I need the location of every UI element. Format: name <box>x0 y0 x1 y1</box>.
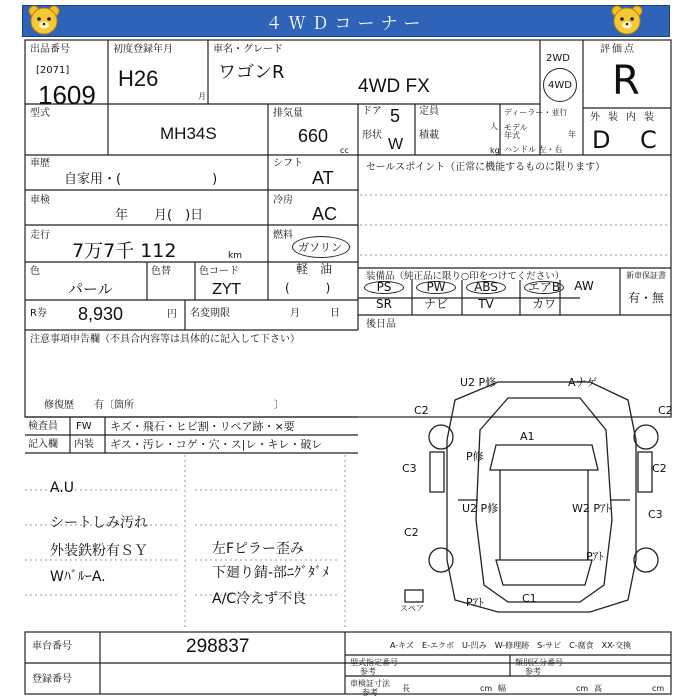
damage-annotation: Pｱﾄ <box>466 596 484 609</box>
interior-check-label: 内装 <box>74 439 94 450</box>
fuel-gas-circle <box>292 236 350 258</box>
equipment-item: ABS <box>466 281 506 294</box>
first-registration-value: H26 <box>118 66 159 91</box>
doors-value: 5 <box>390 106 401 126</box>
selling-point-label: セールスポイント（正常に機能するものに限ります） <box>366 162 606 173</box>
chassis-label: 車台番号 <box>32 641 72 652</box>
capacity-label: 定員 <box>419 106 439 117</box>
damage-annotation: C1 <box>522 592 537 605</box>
shape-value: W <box>388 136 404 153</box>
equipment-item: AW <box>574 279 594 293</box>
load-unit: kg <box>490 146 500 155</box>
color-code-label: 色コード <box>199 266 239 277</box>
warranty-label: 新車保証書 <box>626 271 666 280</box>
damage-annotation: C2 <box>404 526 419 539</box>
score-label: 評価点 <box>600 44 636 55</box>
entry-label: 記入欄 <box>28 439 58 450</box>
spare-caption: スペア <box>400 604 424 613</box>
dimensions-ref: 参考 <box>362 688 378 697</box>
equipment-item: TV <box>478 297 494 311</box>
chassis-value: 298837 <box>186 636 250 657</box>
height-unit: cm <box>652 684 665 693</box>
fw-label: FW <box>76 421 92 432</box>
damage-annotation: P修 <box>466 450 484 463</box>
history-label: 車歴 <box>30 158 50 169</box>
damage-annotation: Aナゲ <box>568 376 598 389</box>
model-label: 型式 <box>30 108 50 119</box>
load-label: 積載 <box>419 130 439 141</box>
damage-annotation: Pｱﾄ <box>586 550 604 563</box>
equipment-item: カワ <box>531 297 556 311</box>
score-value: R <box>612 58 640 104</box>
equipment-item: PS <box>364 281 404 294</box>
damage-annotation: U2 P修 <box>460 376 497 389</box>
inspector-label: 検査員 <box>28 421 58 432</box>
handwritten-note: 下廻り錆-部ﾆｸﾞﾀﾞﾒ <box>212 565 330 581</box>
mileage-unit: km <box>228 251 242 261</box>
width-label: 幅 <box>498 684 506 693</box>
recycle-label: R券 <box>30 308 47 319</box>
equipment-label: 装備品（純正品に限り○印をつけてください） <box>366 271 565 282</box>
model-year-unit: 年 <box>568 130 576 139</box>
inspection-label: 車検 <box>30 195 50 206</box>
length-label: 長 <box>402 684 410 693</box>
recycle-value: 8,930 <box>78 304 124 324</box>
doors-label: ドア <box>362 106 382 117</box>
notes-label: 注意事項申告欄（不具合内容等は具体的に記入して下さい） <box>30 334 300 345</box>
height-label: 高 <box>594 684 602 693</box>
class-number-label: 類別区分番号 <box>515 658 563 667</box>
damage-annotation: U2 P修 <box>462 502 499 515</box>
car-name-label: 車名・グレード <box>213 44 283 55</box>
lot-number: 1609 <box>38 80 96 110</box>
repair-history: 修復歴 有〔箇所 〕 <box>44 400 284 411</box>
interior-check-items: ギス・汚レ・コゲ・穴・ス|レ・キレ・破レ <box>110 438 323 451</box>
after-sale-label: 後日品 <box>366 319 396 330</box>
first-registration-month: 月 <box>198 92 206 101</box>
length-unit: cm <box>480 684 493 693</box>
handwritten-note: 左Fピラー歪み <box>212 541 305 557</box>
lot-number-label: 出品番号 <box>30 44 70 55</box>
bear-mascot-left-icon <box>27 4 61 36</box>
interior-score: C <box>640 126 657 154</box>
shape-label: 形状 <box>362 130 382 141</box>
class-number-ref: 参考 <box>525 667 541 676</box>
aircon-value: AC <box>312 204 338 224</box>
exterior-score: D <box>592 126 611 154</box>
equipment-item: ナビ <box>423 297 448 311</box>
registration-label: 登録番号 <box>32 674 72 685</box>
fuel-gas: ガソリン <box>298 241 342 254</box>
dealer-label: ディーラー・並行 <box>504 108 568 117</box>
color-label: 色 <box>30 266 40 277</box>
shift-value: AT <box>312 168 334 188</box>
mileage-label: 走行 <box>30 230 50 241</box>
color-code-value: ZYT <box>212 280 241 298</box>
handwritten-note: WﾊﾞﾙｰA. <box>50 569 106 585</box>
warranty-value: 有・無 <box>628 291 665 305</box>
drive-4wd-value: 4WD <box>548 79 572 91</box>
car-name: ワゴンR <box>218 62 285 83</box>
lot-sub-number: [2071] <box>36 65 70 76</box>
damage-annotation: A1 <box>520 430 535 443</box>
dimensions-label: 車検証寸法 <box>350 679 390 688</box>
equipment-item: エアB <box>524 281 564 294</box>
drive-4wd-circle <box>543 68 577 102</box>
damage-legend: A-キズ E-エクボ U-凹み W-修理跡 S-サビ C-腐食 XX-交換 <box>390 641 632 650</box>
displacement-label: 排気量 <box>273 108 303 119</box>
handwritten-note: 外装鉄粉有ＳＹ <box>50 543 148 559</box>
damage-annotation: C2 <box>658 404 673 417</box>
aircon-label: 冷房 <box>273 195 293 206</box>
type-designation-label: 型式指定番号 <box>350 658 398 667</box>
recycle-unit: 円 <box>167 309 177 320</box>
fuel-label: 燃料 <box>273 230 293 241</box>
handwritten-note: シートしみ汚れ <box>50 515 148 531</box>
equipment-item: PW <box>416 281 456 294</box>
name-change-value: 月 日 <box>290 308 340 319</box>
model-year-label: モデル年式 <box>504 123 528 140</box>
handwritten-note: A.U <box>50 480 75 496</box>
shift-label: シフト <box>273 158 303 169</box>
color-value: パール <box>68 280 113 298</box>
damage-annotation: C2 <box>414 404 429 417</box>
fuel-diesel: 軽 油 <box>296 262 333 276</box>
inspection-value: 年 月( )日 <box>115 208 204 223</box>
damage-annotation: C3 <box>402 462 417 475</box>
damage-annotation: W2 Pｱﾄ <box>572 502 612 515</box>
model-value: MH34S <box>160 124 217 143</box>
header-title: ４ＷＤコーナー <box>265 13 427 34</box>
drive-2wd-label: 2WD <box>546 53 570 64</box>
mileage-value: 7万7千 112 <box>72 240 177 262</box>
handwritten-note: A/C冷えず不良 <box>212 591 307 607</box>
fuel-bracket: ( ) <box>285 281 331 295</box>
handle-label: ハンドル 左・右 <box>504 145 563 154</box>
name-change-label: 名変期限 <box>190 308 230 319</box>
car-grade: 4WD FX <box>358 76 430 97</box>
displacement-unit: cc <box>340 146 349 155</box>
exterior-interior-label: 外装内装 <box>590 112 662 123</box>
displacement-value: 660 <box>298 126 329 146</box>
width-unit: cm <box>576 684 589 693</box>
bear-mascot-right-icon <box>610 4 644 36</box>
damage-annotation: C3 <box>648 508 663 521</box>
equipment-item: SR <box>376 297 392 311</box>
fw-items: キズ・飛石・ヒビ割・リペア跡・×要 <box>110 420 295 433</box>
color-change-label: 色替 <box>151 266 171 277</box>
capacity-unit: 人 <box>490 122 498 131</box>
history-value: 自家用・( ) <box>64 172 218 187</box>
damage-annotation: C2 <box>652 462 667 475</box>
type-designation-ref: 参考 <box>360 667 376 676</box>
header-bar <box>22 5 670 37</box>
first-registration-label: 初度登録年月 <box>113 44 173 55</box>
